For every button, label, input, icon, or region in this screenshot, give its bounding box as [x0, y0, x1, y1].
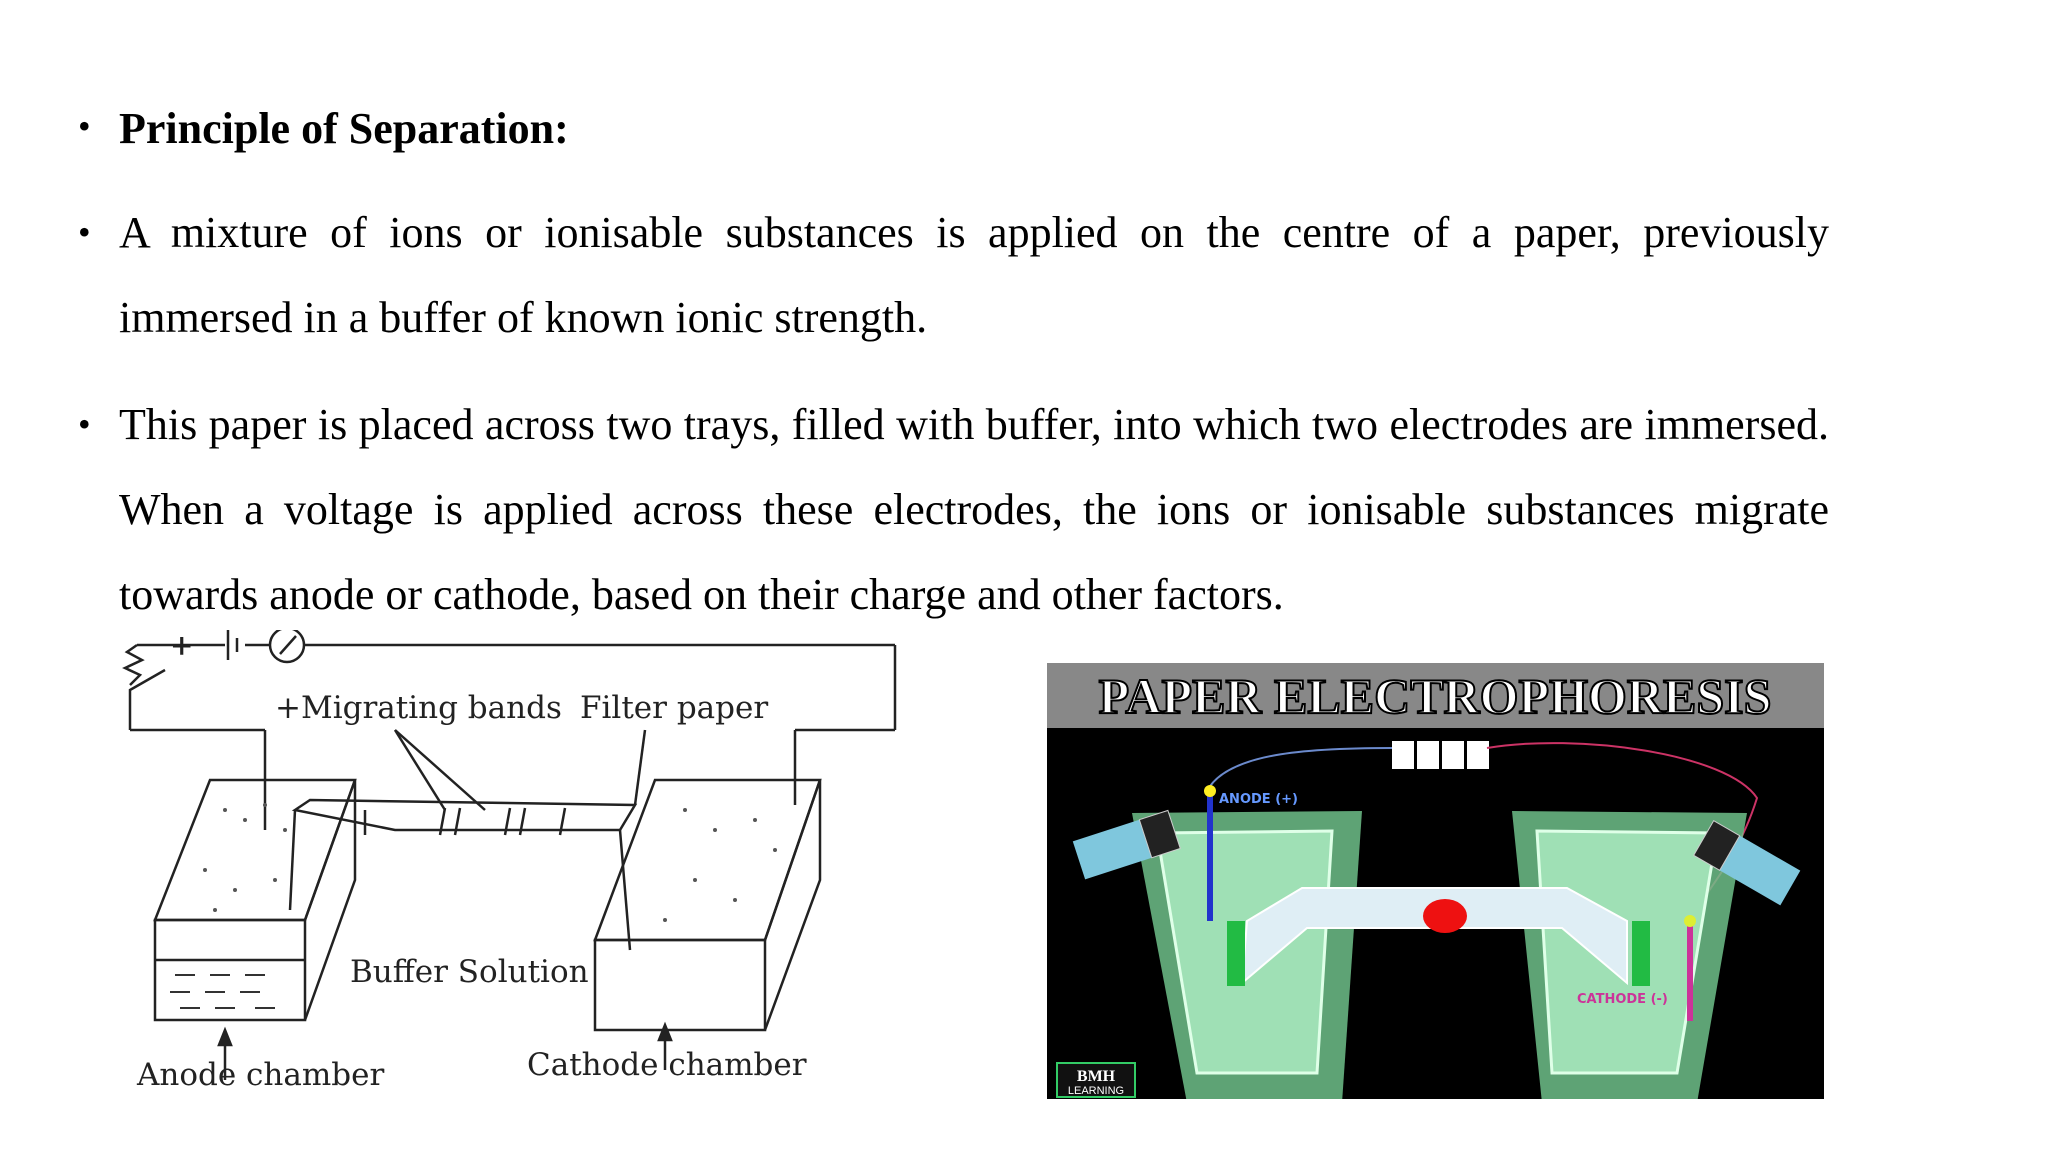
- bullet-dot: •: [78, 404, 91, 444]
- illustration-title: PAPER ELECTROPHORESIS: [1098, 668, 1772, 724]
- paper-electrophoresis-illustration: [1047, 663, 1824, 1099]
- bullet-dot: •: [78, 106, 91, 146]
- label-cathode-chamber: Cathode chamber: [527, 1047, 807, 1083]
- anode-clip: [1227, 921, 1245, 986]
- buffer-dashes: [170, 975, 275, 1008]
- anode-wire: [1207, 748, 1392, 791]
- filter-paper-strip: [290, 730, 645, 950]
- plus-sign: +: [170, 630, 194, 662]
- logo-bottom: LEARNING: [1067, 1085, 1125, 1097]
- anode-label: ANODE (+): [1219, 792, 1298, 807]
- label-filter-paper: Filter paper: [580, 690, 769, 726]
- cathode-electrode: [1687, 921, 1693, 1021]
- bullet-principle-heading: [119, 86, 1829, 171]
- cathode-label: CATHODE (-): [1577, 992, 1668, 1007]
- bullet-mixture: A mixture of ions or ionisable substances is applied on the centre of a paper, previously immersed in a buffer of known ionic strength.: [119, 208, 1829, 342]
- label-buffer-solution: Buffer Solution: [350, 954, 589, 990]
- sample-spot: [1423, 899, 1467, 933]
- power-box: [1392, 741, 1489, 769]
- electrophoresis-apparatus-diagram: [115, 630, 915, 1100]
- logo-top: BMH: [1076, 1068, 1116, 1085]
- bullet-paper-placement: This paper is placed across two trays, filled with buffer, into which two electrodes are immersed. When a voltage is applied across these electrodes, the ions or ionisable substances migrate towards anode or cathode, based on their charge and other factors.: [119, 400, 1829, 619]
- anode-electrode: [1207, 791, 1213, 921]
- label-migrating-bands: +Migrating bands: [275, 690, 562, 726]
- cathode-clip: [1632, 921, 1650, 986]
- resistor: [125, 645, 142, 685]
- illustration-svg: [1047, 663, 1824, 1099]
- apparatus-svg: [115, 630, 915, 1100]
- bullet-dot: •: [78, 212, 91, 252]
- label-anode-chamber: Anode chamber: [137, 1057, 385, 1093]
- heading-text: Principle of Separation:: [119, 104, 569, 153]
